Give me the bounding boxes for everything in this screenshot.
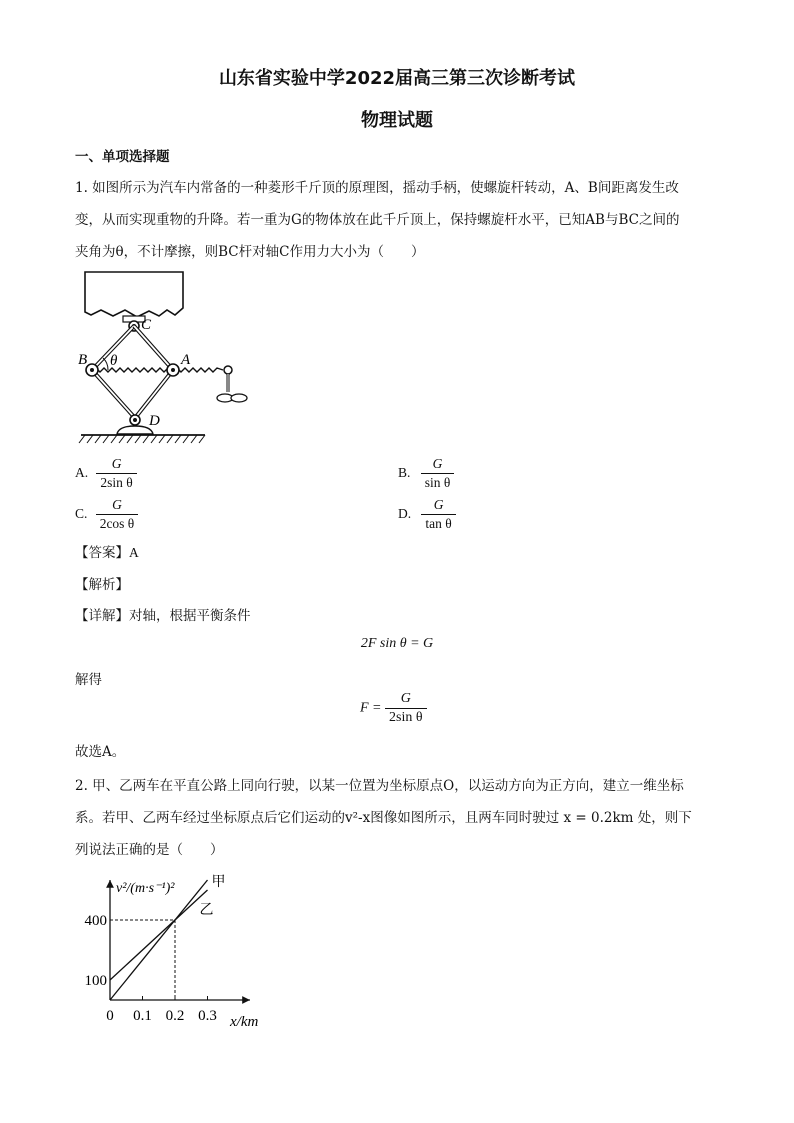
analysis-tag: 【解析】 [75, 577, 129, 593]
label-a: A [181, 352, 191, 368]
q2-stem-line-3: 列说法正确的是（ ） [75, 842, 224, 858]
option-c-num: G [96, 496, 139, 515]
option-d-label: D. [398, 506, 412, 521]
answer-tag: 【答案】 [75, 545, 129, 561]
equation-2-fraction [385, 690, 427, 727]
option-d[interactable] [398, 496, 456, 533]
option-c-fraction [96, 496, 139, 533]
q1-stem-line-3: 夹角为θ，不计摩擦，则BC杆对轴C作用力大小为（ ） [75, 244, 425, 260]
y-tick-label: 100 [84, 973, 107, 989]
option-b-den: sin θ [424, 475, 451, 490]
detail-line [75, 604, 251, 624]
y-axis-label: v²/(m·s⁻¹)² [116, 881, 175, 896]
option-a-label: A. [75, 465, 89, 480]
jack-diagram [75, 268, 255, 453]
option-d-den: tan θ [425, 516, 452, 531]
equation-1-text: 2F sin θ = G [360, 636, 434, 651]
series-label-jia: 甲 [211, 874, 226, 890]
section-heading: 一、单项选择题 [75, 149, 170, 165]
option-b[interactable] [398, 455, 454, 492]
q2-stem-line-2: 系。若甲、乙两车经过坐标原点后它们运动的v²-x图像如图所示，且两车同时驶过 x = 0.2km 处，则下 [75, 810, 692, 826]
equation-1 [0, 636, 794, 652]
x-tick-label: 0.1 [133, 1008, 152, 1024]
option-c-label: C. [75, 506, 88, 521]
series-label-yi: 乙 [199, 902, 214, 918]
label-d: D [149, 413, 160, 429]
option-a-fraction [96, 455, 136, 492]
page-title: 山东省实验中学2022届高三第三次诊断考试 [218, 68, 576, 89]
v2-x-chart [70, 870, 280, 1030]
x-axis-label: x/km [230, 1014, 259, 1030]
option-b-label: B. [398, 465, 411, 480]
series-line-yi [110, 890, 208, 980]
page-subtitle: 物理试题 [361, 110, 433, 131]
option-b-fraction [421, 455, 455, 492]
label-theta: θ [110, 353, 118, 369]
load-block [85, 272, 183, 317]
q2-stem-line-1: 2. 甲、乙两车在平直公路上同向行驶，以某一位置为坐标原点O，以运动方向为正方向，建立一维坐标 [75, 778, 684, 794]
label-b: B [78, 352, 88, 368]
option-b-num: G [421, 455, 455, 474]
option-d-fraction [421, 496, 455, 533]
option-a[interactable] [75, 455, 137, 492]
y-tick-label: 400 [84, 913, 107, 929]
equation-2 [360, 690, 427, 727]
option-a-num: G [96, 455, 136, 474]
option-c-den: 2cos θ [99, 516, 135, 531]
answer-value: A [129, 545, 139, 560]
option-c[interactable] [75, 496, 138, 533]
conclusion: 故选A。 [75, 744, 126, 760]
equation-2-lhs: F = [360, 700, 382, 716]
x-tick-label: 0 [106, 1008, 114, 1024]
solve-text: 解得 [75, 672, 102, 688]
x-tick-label: 0.3 [198, 1008, 217, 1024]
option-d-num: G [421, 496, 455, 515]
option-a-den: 2sin θ [100, 475, 133, 490]
x-tick-label: 0.2 [165, 1008, 185, 1024]
label-c: C [141, 317, 152, 333]
answer-line [75, 541, 139, 561]
equation-2-den: 2sin θ [389, 710, 423, 725]
detail-text: 对轴，根据平衡条件 [129, 608, 251, 624]
series-line-jia [110, 880, 208, 1000]
detail-tag: 【详解】 [75, 608, 129, 624]
q1-stem-line-2: 变，从而实现重物的升降。若一重为G的物体放在此千斤顶上，保持螺旋杆水平，已知AB与BC之间的 [75, 212, 680, 228]
equation-2-num: G [385, 690, 427, 709]
q1-stem-line-1: 1. 如图所示为汽车内常备的一种菱形千斤顶的原理图，摇动手柄，使螺旋杆转动，A、B间距离发生改 [75, 180, 679, 196]
